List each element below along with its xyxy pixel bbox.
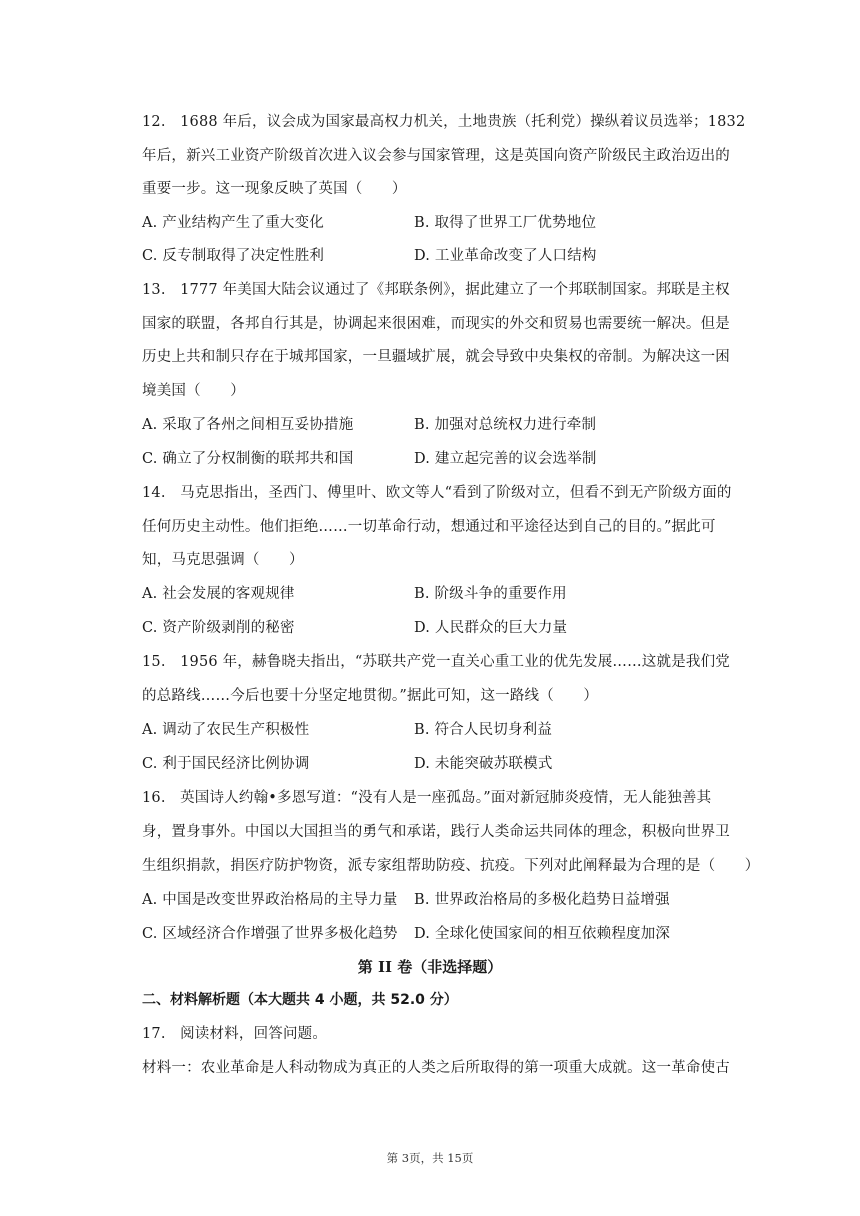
q13-line-3: 历史上共和制只存在于城邦国家，一旦疆域扩展，就会导致中央集权的帝制。为解决这一困 bbox=[142, 349, 730, 365]
q16-option-c: C. 区域经济合作增强了世界多极化趋势 bbox=[142, 926, 398, 942]
q15-option-c: C. 利于国民经济比例协调 bbox=[142, 756, 310, 772]
q12-option-c: C. 反专制取得了决定性胜利 bbox=[142, 248, 325, 264]
q15-option-a: A. 调动了农民生产积极性 bbox=[142, 722, 310, 738]
q12-option-d: D. 工业革命改变了人口结构 bbox=[414, 248, 597, 264]
q15-option-b: B. 符合人民切身利益 bbox=[414, 722, 553, 738]
q12-option-a: A. 产业结构产生了重大变化 bbox=[142, 215, 324, 231]
q14-line-3: 知，马克思强调（ ） bbox=[142, 552, 304, 568]
q13-option-a: A. 采取了各州之间相互妥协措施 bbox=[142, 417, 354, 433]
page-footer: 第 3页，共 15页 bbox=[386, 1151, 474, 1165]
q12-line-3: 重要一步。这一现象反映了英国（ ） bbox=[142, 181, 407, 197]
q15-option-d: D. 未能突破苏联模式 bbox=[414, 756, 553, 772]
q15-line-1: 15. 1956 年，赫鲁晓夫指出，“苏联共产党一直关心重工业的优先发展……这就是我们党 bbox=[142, 654, 731, 670]
q14-line-2: 任何历史主动性。他们拒绝……一切革命行动，想通过和平途径达到自己的目的。”据此可 bbox=[142, 519, 716, 535]
q16-option-d: D. 全球化使国家间的相互依赖程度加深 bbox=[414, 926, 671, 942]
q14-option-c: C. 资产阶级剥削的秘密 bbox=[142, 620, 295, 636]
q16-option-a: A. 中国是改变世界政治格局的主导力量 bbox=[142, 892, 398, 908]
q14-option-b: B. 阶级斗争的重要作用 bbox=[414, 586, 567, 602]
part-title: 第 II 卷（非选择题） bbox=[357, 958, 503, 976]
q13-line-4: 境美国（ ） bbox=[142, 383, 245, 399]
q13-line-1: 13. 1777 年美国大陆会议通过了《邦联条例》，据此建立了一个邦联制国家。邦联是主权 bbox=[142, 282, 730, 298]
section-heading: 二、材料解析题（本大题共 4 小题，共 52.0 分） bbox=[142, 992, 458, 1008]
q15-line-2: 的总路线……今后也要十分坚定地贯彻。”据此可知，这一路线（ ） bbox=[142, 688, 599, 704]
q12-line-2: 年后，新兴工业资产阶级首次进入议会参与国家管理，这是英国向资产阶级民主政治迈出的 bbox=[142, 148, 730, 164]
q14-option-a: A. 社会发展的客观规律 bbox=[142, 586, 295, 602]
q17-line-2: 材料一：农业革命是人科动物成为真正的人类之后所取得的第一项重大成就。这一革命使古 bbox=[142, 1060, 730, 1076]
q13-option-c: C. 确立了分权制衡的联邦共和国 bbox=[142, 451, 354, 467]
q16-line-1: 16. 英国诗人约翰•多恩写道：“没有人是一座孤岛。”面对新冠肺炎疫情，无人能独善其 bbox=[142, 790, 712, 806]
q13-line-2: 国家的联盟，各邦自行其是，协调起来很困难，而现实的外交和贸易也需要统一解决。但是 bbox=[142, 316, 730, 332]
q14-line-1: 14. 马克思指出，圣西门、傅里叶、欧文等人“看到了阶级对立，但看不到无产阶级方面的 bbox=[142, 485, 732, 501]
q12-line-1: 12. 1688 年后，议会成为国家最高权力机关，土地贵族（托利党）操纵着议员选举；1832 bbox=[142, 114, 746, 130]
q16-line-3: 生组织捐款，捐医疗防护物资，派专家组帮助防疫、抗疫。下列对此阐释最为合理的是（ ） bbox=[142, 858, 760, 874]
q12-option-b: B. 取得了世界工厂优势地位 bbox=[414, 215, 597, 231]
q13-option-d: D. 建立起完善的议会选举制 bbox=[414, 451, 597, 467]
q16-option-b: B. 世界政治格局的多极化趋势日益增强 bbox=[414, 892, 670, 908]
q16-line-2: 身，置身事外。中国以大国担当的勇气和承诺，践行人类命运共同体的理念，积极向世界卫 bbox=[142, 824, 730, 840]
q13-option-b: B. 加强对总统权力进行牵制 bbox=[414, 417, 597, 433]
q14-option-d: D. 人民群众的巨大力量 bbox=[414, 620, 568, 636]
q17-line-1: 17. 阅读材料，回答问题。 bbox=[142, 1026, 328, 1042]
